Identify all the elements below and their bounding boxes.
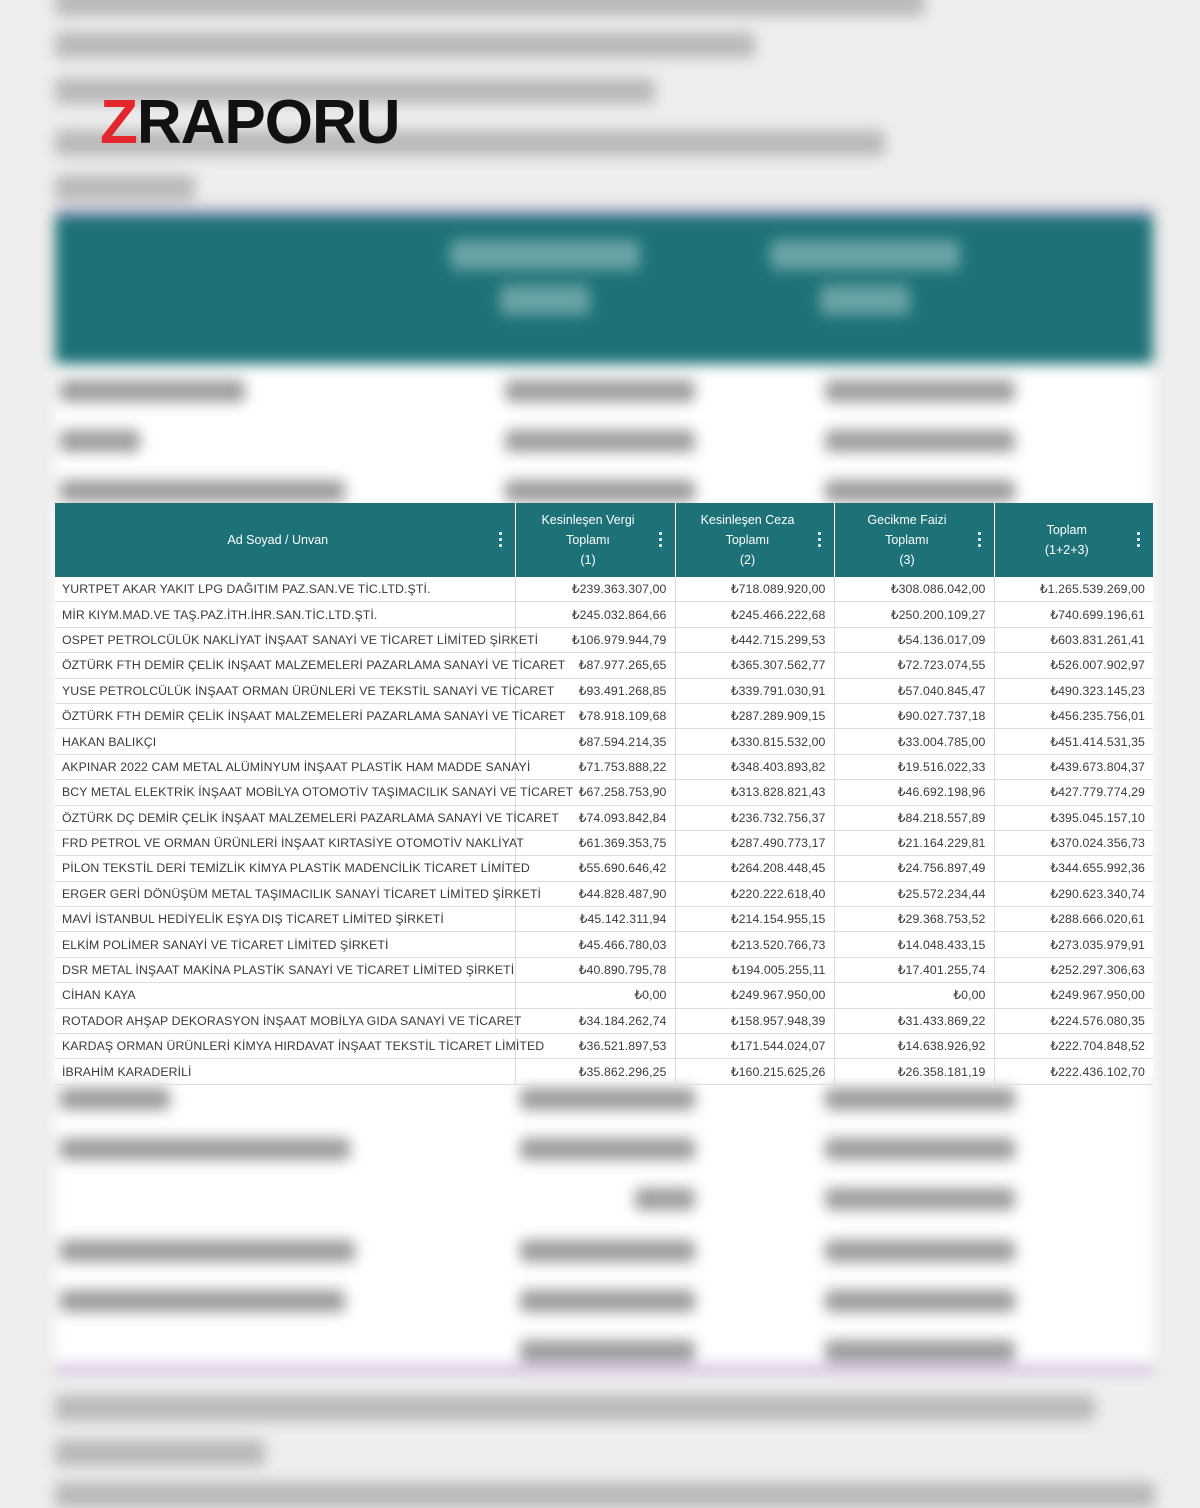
blurred-cell bbox=[825, 1290, 1015, 1312]
cell-name: İBRAHİM KARADERİLİ bbox=[55, 1059, 515, 1084]
blurred-text-line bbox=[55, 175, 195, 201]
blurred-cell bbox=[520, 1240, 695, 1262]
table-row[interactable] bbox=[55, 703, 1153, 728]
cell-interest: ₺54.136.017,09 bbox=[834, 627, 994, 652]
cell-total: ₺490.323.145,23 bbox=[994, 678, 1153, 703]
blurred-table-header bbox=[55, 214, 1153, 364]
cell-tax: ₺36.521.897,53 bbox=[515, 1034, 675, 1059]
table-row[interactable] bbox=[55, 932, 1153, 957]
cell-interest: ₺33.004.785,00 bbox=[834, 729, 994, 754]
header-name[interactable] bbox=[55, 503, 515, 577]
zraporu-logo bbox=[100, 88, 400, 157]
cell-total: ₺288.666.020,61 bbox=[994, 907, 1153, 932]
header-interest-total[interactable] bbox=[834, 503, 994, 577]
blurred-cell bbox=[60, 1138, 350, 1160]
cell-tax: ₺67.258.753,90 bbox=[515, 780, 675, 805]
table-row[interactable] bbox=[55, 1059, 1153, 1084]
cell-penalty: ₺213.520.766,73 bbox=[675, 932, 834, 957]
cell-tax: ₺34.184.262,74 bbox=[515, 1008, 675, 1033]
cell-total: ₺526.007.902,97 bbox=[994, 653, 1153, 678]
blurred-cell bbox=[825, 1340, 1015, 1362]
cell-total: ₺1.265.539.269,00 bbox=[994, 577, 1153, 602]
table-row[interactable] bbox=[55, 907, 1153, 932]
cell-interest: ₺57.040.845,47 bbox=[834, 678, 994, 703]
table-header-row bbox=[55, 503, 1153, 577]
cell-penalty: ₺348.403.893,82 bbox=[675, 754, 834, 779]
cell-name: FRD PETROL VE ORMAN ÜRÜNLERİ İNŞAAT KIRTASİYE OTOMOTİV NAKLİYAT bbox=[55, 830, 515, 855]
cell-tax: ₺45.466.780,03 bbox=[515, 932, 675, 957]
table-row[interactable] bbox=[55, 653, 1153, 678]
blurred-cell bbox=[825, 1088, 1015, 1110]
cell-name: BCY METAL ELEKTRİK İNŞAAT MOBİLYA OTOMOTİV TAŞIMACILIK SANAYİ VE TİCARET bbox=[55, 780, 515, 805]
cell-tax: ₺87.594.214,35 bbox=[515, 729, 675, 754]
column-menu-icon[interactable] bbox=[499, 532, 503, 548]
header-label: (3) bbox=[899, 553, 915, 567]
header-label: (2) bbox=[739, 553, 756, 567]
blurred-text-line bbox=[55, 0, 925, 16]
blurred-top-bar bbox=[55, 208, 1153, 216]
blurred-cell bbox=[60, 430, 140, 452]
blurred-cell bbox=[505, 430, 695, 452]
cell-interest: ₺19.516.022,33 bbox=[834, 754, 994, 779]
tax-debt-table-card bbox=[55, 503, 1153, 1077]
cell-interest: ₺31.433.869,22 bbox=[834, 1008, 994, 1033]
cell-interest: ₺250.200.109,27 bbox=[834, 602, 994, 627]
blurred-header-text bbox=[820, 285, 910, 315]
cell-penalty: ₺171.544.024,07 bbox=[675, 1034, 834, 1059]
cell-penalty: ₺158.957.948,39 bbox=[675, 1008, 834, 1033]
column-menu-icon[interactable] bbox=[659, 532, 663, 548]
blurred-header-text bbox=[500, 285, 590, 315]
cell-interest: ₺29.368.753,52 bbox=[834, 907, 994, 932]
header-label: Kesinleşen Vergi bbox=[541, 513, 635, 527]
header-label: (1+2+3) bbox=[1044, 543, 1089, 557]
cell-interest: ₺90.027.737,18 bbox=[834, 703, 994, 728]
cell-penalty: ₺236.732.756,37 bbox=[675, 805, 834, 830]
header-label: (1) bbox=[580, 553, 596, 567]
blurred-cell bbox=[825, 380, 1015, 402]
cell-name: AKPINAR 2022 CAM METAL ALÜMİNYUM İNŞAAT PLASTİK HAM MADDE SANAYİ bbox=[55, 754, 515, 779]
cell-interest: ₺14.638.926,92 bbox=[834, 1034, 994, 1059]
header-penalty-total[interactable] bbox=[675, 503, 834, 577]
cell-name: YUSE PETROLCÜLÜK İNŞAAT ORMAN ÜRÜNLERİ VE TEKSTİL SANAYİ VE TİCARET bbox=[55, 678, 515, 703]
header-label: Toplamı bbox=[885, 533, 929, 547]
blurred-header-text bbox=[450, 240, 640, 270]
cell-penalty: ₺214.154.955,15 bbox=[675, 907, 834, 932]
header-label: Kesinleşen Ceza bbox=[700, 513, 795, 527]
cell-penalty: ₺365.307.562,77 bbox=[675, 653, 834, 678]
cell-total: ₺344.655.992,36 bbox=[994, 856, 1153, 881]
cell-name: PİLON TEKSTİL DERİ TEMİZLİK KİMYA PLASTİK MADENCİLİK TİCARET LİMİTED bbox=[55, 856, 515, 881]
cell-tax: ₺35.862.296,25 bbox=[515, 1059, 675, 1084]
cell-interest: ₺72.723.074,55 bbox=[834, 653, 994, 678]
cell-interest: ₺25.572.234,44 bbox=[834, 881, 994, 906]
cell-tax: ₺106.979.944,79 bbox=[515, 627, 675, 652]
cell-interest: ₺24.756.897,49 bbox=[834, 856, 994, 881]
cell-penalty: ₺718.089.920,00 bbox=[675, 577, 834, 602]
cell-total: ₺224.576.080,35 bbox=[994, 1008, 1153, 1033]
header-label: Toplam bbox=[1046, 523, 1087, 537]
cell-total: ₺273.035.979,91 bbox=[994, 932, 1153, 957]
cell-penalty: ₺313.828.821,43 bbox=[675, 780, 834, 805]
cell-tax: ₺245.032.864,66 bbox=[515, 602, 675, 627]
table-row[interactable] bbox=[55, 577, 1153, 602]
cell-tax: ₺0,00 bbox=[515, 983, 675, 1008]
cell-tax: ₺61.369.353,75 bbox=[515, 830, 675, 855]
logo-letter-z: Z bbox=[100, 88, 137, 157]
column-menu-icon[interactable] bbox=[818, 532, 822, 548]
cell-penalty: ₺442.715.299,53 bbox=[675, 627, 834, 652]
blurred-cell bbox=[520, 1340, 695, 1362]
cell-total: ₺395.045.157,10 bbox=[994, 805, 1153, 830]
cell-name: ÖZTÜRK DÇ DEMİR ÇELİK İNŞAAT MALZEMELERİ PAZARLAMA SANAYİ VE TİCARET bbox=[55, 805, 515, 830]
cell-interest: ₺14.048.433,15 bbox=[834, 932, 994, 957]
header-label: Ad Soyad / Unvan bbox=[227, 533, 329, 547]
table-row[interactable] bbox=[55, 754, 1153, 779]
cell-penalty: ₺264.208.448,45 bbox=[675, 856, 834, 881]
cell-name: OSPET PETROLCÜLÜK NAKLİYAT İNŞAAT SANAYİ VE TİCARET LİMİTED ŞİRKETİ bbox=[55, 627, 515, 652]
blurred-cell bbox=[60, 1240, 355, 1262]
cell-total: ₺249.967.950,00 bbox=[994, 983, 1153, 1008]
cell-interest: ₺21.164.229,81 bbox=[834, 830, 994, 855]
cell-total: ₺740.699.196,61 bbox=[994, 602, 1153, 627]
header-label: Gecikme Faizi bbox=[867, 513, 947, 527]
table-row[interactable] bbox=[55, 627, 1153, 652]
cell-total: ₺451.414.531,35 bbox=[994, 729, 1153, 754]
blurred-cell bbox=[825, 480, 1015, 502]
cell-name: ÖZTÜRK FTH DEMİR ÇELİK İNŞAAT MALZEMELERİ PAZARLAMA SANAYİ VE TİCARET bbox=[55, 653, 515, 678]
cell-penalty: ₺330.815.532,00 bbox=[675, 729, 834, 754]
table-row[interactable] bbox=[55, 830, 1153, 855]
cell-name: ELKİM POLİMER SANAYİ VE TİCARET LİMİTED ŞİRKETİ bbox=[55, 932, 515, 957]
blurred-cell bbox=[520, 1290, 695, 1312]
cell-name: KARDAŞ ORMAN ÜRÜNLERİ KİMYA HIRDAVAT İNŞAAT TEKSTİL TİCARET LİMİTED bbox=[55, 1034, 515, 1059]
table-body bbox=[55, 577, 1153, 1084]
cell-total: ₺222.704.848,52 bbox=[994, 1034, 1153, 1059]
blurred-header-text bbox=[770, 240, 960, 270]
cell-total: ₺603.831.261,41 bbox=[994, 627, 1153, 652]
table-row[interactable] bbox=[55, 1034, 1153, 1059]
cell-penalty: ₺220.222.618,40 bbox=[675, 881, 834, 906]
cell-interest: ₺84.218.557,89 bbox=[834, 805, 994, 830]
cell-tax: ₺40.890.795,78 bbox=[515, 957, 675, 982]
cell-total: ₺252.297.306,63 bbox=[994, 957, 1153, 982]
blurred-cell bbox=[60, 480, 345, 502]
cell-interest: ₺0,00 bbox=[834, 983, 994, 1008]
cell-name: ROTADOR AHŞAP DEKORASYON İNŞAAT MOBİLYA GIDA SANAYİ VE TİCARET bbox=[55, 1008, 515, 1033]
cell-penalty: ₺287.490.773,17 bbox=[675, 830, 834, 855]
cell-tax: ₺74.093.842,84 bbox=[515, 805, 675, 830]
cell-penalty: ₺249.967.950,00 bbox=[675, 983, 834, 1008]
blurred-cell bbox=[825, 1188, 1015, 1210]
cell-tax: ₺55.690.646,42 bbox=[515, 856, 675, 881]
table-row[interactable] bbox=[55, 1008, 1153, 1033]
blurred-cell bbox=[505, 380, 695, 402]
table-row[interactable] bbox=[55, 678, 1153, 703]
header-tax-total[interactable] bbox=[515, 503, 675, 577]
cell-penalty: ₺339.791.030,91 bbox=[675, 678, 834, 703]
tax-debt-table bbox=[55, 503, 1153, 1085]
cell-name: MAVİ İSTANBUL HEDİYELİK EŞYA DIŞ TİCARET LİMİTED ŞİRKETİ bbox=[55, 907, 515, 932]
table-row[interactable] bbox=[55, 983, 1153, 1008]
table-row[interactable] bbox=[55, 602, 1153, 627]
blurred-cell bbox=[520, 1138, 695, 1160]
cell-tax: ₺93.491.268,85 bbox=[515, 678, 675, 703]
table-row[interactable] bbox=[55, 780, 1153, 805]
cell-name: DSR METAL İNŞAAT MAKİNA PLASTİK SANAYİ VE TİCARET LİMİTED ŞİRKETİ bbox=[55, 957, 515, 982]
blurred-cell bbox=[60, 1088, 170, 1110]
blurred-cell bbox=[825, 430, 1015, 452]
header-label: Toplamı bbox=[725, 533, 770, 547]
table-row[interactable] bbox=[55, 729, 1153, 754]
cell-tax: ₺87.977.265,65 bbox=[515, 653, 675, 678]
logo-text: RAPORU bbox=[136, 88, 400, 157]
cell-total: ₺427.779.774,29 bbox=[994, 780, 1153, 805]
column-menu-icon[interactable] bbox=[978, 532, 982, 548]
cell-interest: ₺46.692.198,96 bbox=[834, 780, 994, 805]
blurred-text-line bbox=[55, 1395, 1095, 1421]
cell-interest: ₺26.358.181,19 bbox=[834, 1059, 994, 1084]
cell-total: ₺439.673.804,37 bbox=[994, 754, 1153, 779]
table-row[interactable] bbox=[55, 881, 1153, 906]
blurred-cell bbox=[60, 1290, 345, 1312]
cell-tax: ₺45.142.311,94 bbox=[515, 907, 675, 932]
cell-total: ₺290.623.340,74 bbox=[994, 881, 1153, 906]
cell-name: MİR KIYM.MAD.VE TAŞ.PAZ.İTH.İHR.SAN.TİC.LTD.ŞTİ. bbox=[55, 602, 515, 627]
cell-name: YURTPET AKAR YAKIT LPG DAĞITIM PAZ.SAN.VE TİC.LTD.ŞTİ. bbox=[55, 577, 515, 602]
cell-name: CİHAN KAYA bbox=[55, 983, 515, 1008]
cell-interest: ₺308.086.042,00 bbox=[834, 577, 994, 602]
blurred-cell bbox=[825, 1240, 1015, 1262]
blurred-text-line bbox=[55, 1482, 1155, 1508]
blurred-bottom-bar bbox=[55, 1366, 1153, 1371]
cell-tax: ₺71.753.888,22 bbox=[515, 754, 675, 779]
table-row[interactable] bbox=[55, 805, 1153, 830]
blurred-text-line bbox=[55, 1440, 265, 1466]
cell-tax: ₺239.363.307,00 bbox=[515, 577, 675, 602]
cell-tax: ₺78.918.109,68 bbox=[515, 703, 675, 728]
header-grand-total[interactable] bbox=[994, 503, 1153, 577]
cell-penalty: ₺245.466.222,68 bbox=[675, 602, 834, 627]
table-row[interactable] bbox=[55, 957, 1153, 982]
header-label: Toplamı bbox=[566, 533, 610, 547]
cell-total: ₺370.024.356,73 bbox=[994, 830, 1153, 855]
cell-name: ERGER GERİ DÖNÜŞÜM METAL TAŞIMACILIK SANAYİ TİCARET LİMİTED ŞİRKETİ bbox=[55, 881, 515, 906]
cell-penalty: ₺287.289.909,15 bbox=[675, 703, 834, 728]
cell-penalty: ₺160.215.625,26 bbox=[675, 1059, 834, 1084]
blurred-cell bbox=[60, 380, 245, 402]
blurred-cell bbox=[825, 1138, 1015, 1160]
blurred-cell bbox=[505, 480, 695, 502]
cell-interest: ₺17.401.255,74 bbox=[834, 957, 994, 982]
cell-penalty: ₺194.005.255,11 bbox=[675, 957, 834, 982]
blurred-text-line bbox=[55, 32, 755, 58]
blurred-cell bbox=[520, 1088, 695, 1110]
column-menu-icon[interactable] bbox=[1137, 532, 1141, 548]
cell-total: ₺456.235.756,01 bbox=[994, 703, 1153, 728]
cell-total: ₺222.436.102,70 bbox=[994, 1059, 1153, 1084]
table-row[interactable] bbox=[55, 856, 1153, 881]
blurred-cell bbox=[635, 1188, 695, 1210]
cell-name: HAKAN BALIKÇI bbox=[55, 729, 515, 754]
cell-tax: ₺44.828.487,90 bbox=[515, 881, 675, 906]
cell-name: ÖZTÜRK FTH DEMİR ÇELİK İNŞAAT MALZEMELERİ PAZARLAMA SANAYİ VE TİCARET bbox=[55, 703, 515, 728]
